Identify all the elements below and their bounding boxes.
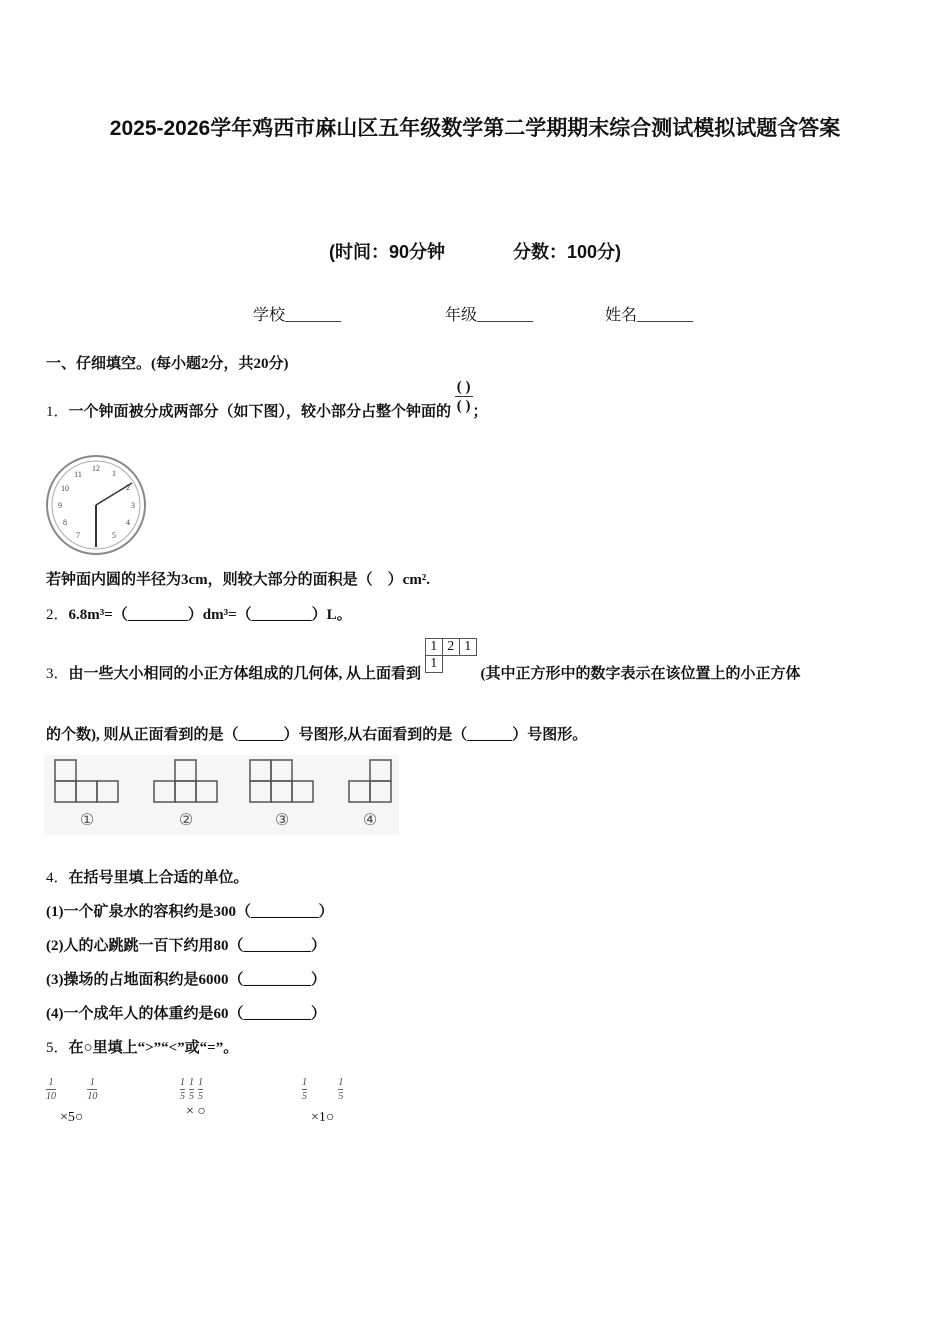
fraction xyxy=(87,1076,97,1103)
question-3 xyxy=(46,638,801,683)
option-label: ① xyxy=(79,810,95,829)
numerator: 1 xyxy=(87,1076,97,1090)
fraction xyxy=(338,1076,343,1103)
question-text: 由一些大小相同的小正方体组成的几何体, 从上面看到 xyxy=(68,666,422,682)
view-options-figure xyxy=(44,755,399,835)
numerator: 1 xyxy=(189,1077,194,1088)
fraction xyxy=(302,1076,307,1103)
grid-cell: 2 xyxy=(442,639,459,656)
comparison-3 xyxy=(302,1076,344,1125)
question-2 xyxy=(46,603,352,624)
question-text: 在○里填上“>”“<”或“=”。 xyxy=(68,1040,239,1056)
numerator: 1 xyxy=(302,1077,307,1088)
score-label: 分数：100分) xyxy=(512,242,622,262)
grid-cell: 1 xyxy=(425,639,442,656)
svg-text:8: 8 xyxy=(63,518,67,527)
svg-text:3: 3 xyxy=(131,501,135,510)
fraction xyxy=(180,1076,185,1103)
sub-question: (3)操场的占地面积约是6000（_________） xyxy=(46,972,326,988)
numerator: 1 xyxy=(198,1077,203,1088)
question-5 xyxy=(46,1036,238,1057)
question-text: 在括号里填上合适的单位。 xyxy=(68,870,249,886)
top-view-grid xyxy=(425,638,477,673)
operator-blank[interactable]: ×1○ xyxy=(311,1110,335,1125)
fraction xyxy=(198,1076,203,1103)
exam-meta xyxy=(0,238,950,264)
svg-text:2: 2 xyxy=(126,483,130,492)
svg-text:1: 1 xyxy=(112,469,116,478)
denominator: ( ) xyxy=(456,398,471,414)
question-text: 一个钟面被分成两部分（如下图），较小部分占整个钟面的 xyxy=(68,404,452,420)
operator-blank[interactable]: × ○ xyxy=(186,1104,206,1119)
section-heading: 一、仔细填空。(每小题2分，共20分) xyxy=(46,356,289,372)
grid-cell: 1 xyxy=(425,656,442,673)
denominator: 10 xyxy=(87,1091,98,1102)
question-4 xyxy=(46,866,249,887)
grade-field: 年级_______ xyxy=(445,307,534,324)
svg-text:12: 12 xyxy=(92,464,100,473)
numerator: 1 xyxy=(46,1076,56,1090)
fraction-blank xyxy=(455,378,473,415)
fraction xyxy=(46,1076,56,1103)
svg-text:7: 7 xyxy=(76,531,80,540)
option-label: ② xyxy=(178,810,194,829)
grid-cell: 1 xyxy=(459,639,476,656)
question-number: 3． xyxy=(46,666,69,682)
fraction xyxy=(189,1076,194,1103)
denominator: 5 xyxy=(198,1091,203,1102)
svg-text:10: 10 xyxy=(61,484,69,493)
clock-image xyxy=(44,455,148,555)
denominator: 5 xyxy=(189,1091,194,1102)
option-label: ④ xyxy=(362,810,378,829)
denominator: 5 xyxy=(338,1091,344,1102)
question-text: 6.8m³=（________）dm³=（________）L。 xyxy=(68,607,352,623)
svg-text:11: 11 xyxy=(74,470,82,479)
sub-question: (4)一个成年人的体重约是60（_________） xyxy=(46,1006,326,1022)
svg-text:4: 4 xyxy=(126,518,130,527)
denominator: 10 xyxy=(46,1091,56,1102)
question-1 xyxy=(46,378,488,421)
question-number: 5． xyxy=(46,1040,69,1056)
page-title: 2025-2026学年鸡西市麻山区五年级数学第二学期期末综合测试模拟试题含答案 xyxy=(109,117,841,140)
question-number: 2． xyxy=(46,607,69,623)
svg-text:5: 5 xyxy=(112,531,116,540)
numerator: 1 xyxy=(338,1077,344,1088)
numerator: ( ) xyxy=(456,379,471,395)
denominator: 5 xyxy=(302,1091,307,1102)
sub-question: (2)人的心跳跳一百下约用80（_________） xyxy=(46,938,326,954)
option-label: ③ xyxy=(274,810,290,829)
operator-blank[interactable]: ×5○ xyxy=(60,1110,84,1125)
numerator: 1 xyxy=(180,1077,185,1088)
question-number: 4． xyxy=(46,870,69,886)
svg-text:9: 9 xyxy=(58,501,62,510)
sub-question: (1)一个矿泉水的容积约是300（_________） xyxy=(46,904,334,920)
comparison-2 xyxy=(180,1076,206,1119)
school-field: 学校_______ xyxy=(253,307,342,324)
comparison-1 xyxy=(46,1076,98,1125)
time-label: (时间：90分钟 xyxy=(328,242,445,262)
question-text-end: (其中正方形中的数字表示在该位置上的小正方体 xyxy=(480,666,801,682)
denominator: 5 xyxy=(180,1091,185,1102)
question-number: 1． xyxy=(46,404,69,420)
question-3-part-2: 的个数), 则从正面看到的是（______）号图形,从右面看到的是（______）号图形。 xyxy=(46,727,588,743)
name-field: 姓名_______ xyxy=(605,307,694,324)
question-1-part-2: 若钟面内圆的半径为3cm，则较大部分的面积是（ ）cm². xyxy=(46,572,431,588)
punct: ； xyxy=(472,404,488,420)
